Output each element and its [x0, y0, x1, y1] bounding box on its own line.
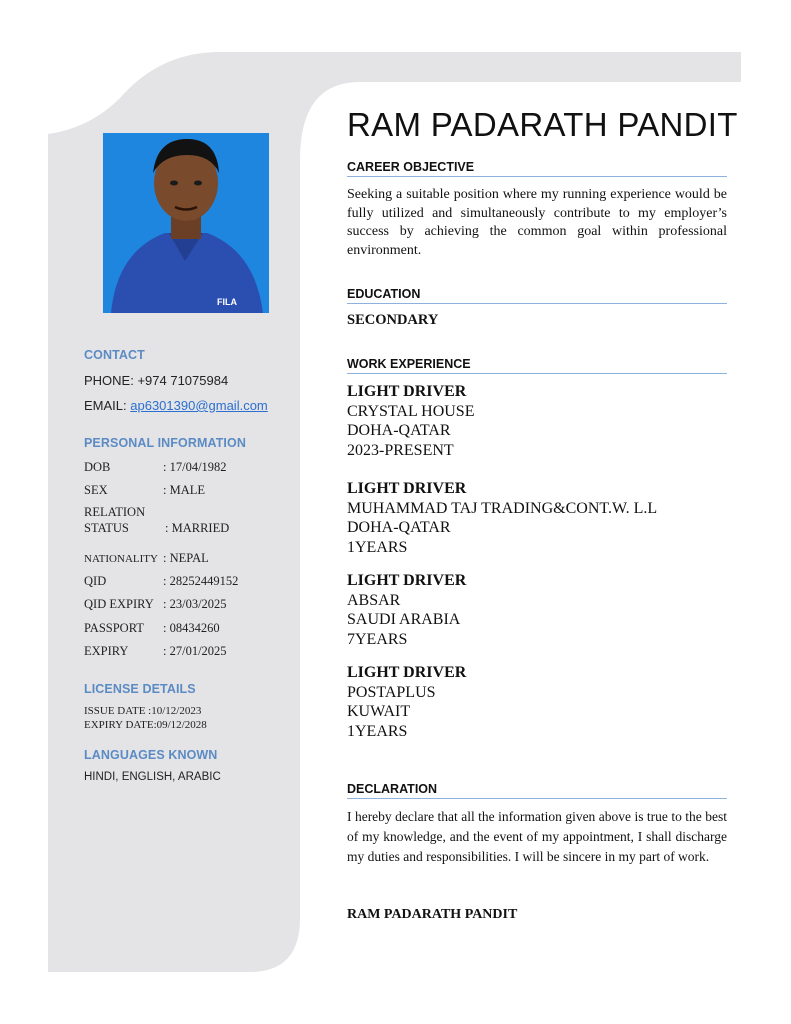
- job-company: MUHAMMAD TAJ TRADING&CONT.W. L.L: [347, 499, 658, 517]
- email-link[interactable]: ap6301390@gmail.com: [130, 398, 268, 413]
- languages-list: HINDI, ENGLISH, ARABIC: [84, 771, 221, 783]
- career-objective-text: Seeking a suitable position where my running experience would be fully utilized and simultaneously contribute to my employer’s success by achieving the common goal within professional environment.: [347, 187, 727, 258]
- relation-label-line1: RELATION: [84, 505, 146, 519]
- job-title: LIGHT DRIVER: [347, 664, 467, 681]
- expiry-value: : 27/01/2025: [163, 644, 227, 658]
- job-title: LIGHT DRIVER: [347, 383, 467, 400]
- job-entry: [347, 479, 657, 557]
- nationality-label: NATIONALITY: [84, 553, 158, 565]
- personal-info-heading: PERSONAL INFORMATION: [84, 436, 246, 450]
- education-heading: EDUCATION: [347, 287, 727, 304]
- relation-label-line2: STATUS: [84, 521, 129, 535]
- qid-value: : 28252449152: [163, 574, 239, 588]
- expiry-label: EXPIRY: [84, 644, 129, 658]
- job-location: DOHA-QATAR: [347, 422, 451, 440]
- job-entry: [347, 382, 474, 460]
- email-row: [84, 398, 314, 413]
- job-title: LIGHT DRIVER: [347, 480, 467, 497]
- dob-label: DOB: [84, 460, 111, 474]
- qid-label: QID: [84, 574, 107, 588]
- nationality-value: : NEPAL: [163, 551, 209, 565]
- qid-expiry-value: : 23/03/2025: [163, 597, 227, 611]
- job-period: 1YEARS: [347, 538, 408, 556]
- work-experience-heading: WORK EXPERIENCE: [347, 357, 727, 374]
- signature-name: RAM PADARATH PANDIT: [347, 907, 518, 922]
- candidate-name: RAM PADARATH PANDIT: [347, 106, 738, 143]
- job-company: CRYSTAL HOUSE: [347, 402, 475, 420]
- job-location: KUWAIT: [347, 703, 411, 721]
- license-heading: LICENSE DETAILS: [84, 682, 196, 696]
- contact-heading: CONTACT: [84, 348, 145, 362]
- phone-text: PHONE: +974 71075984: [84, 373, 229, 388]
- dob-value: : 17/04/1982: [163, 460, 227, 474]
- languages-heading: LANGUAGES KNOWN: [84, 748, 218, 762]
- declaration-text: I hereby declare that all the information given above is true to the best of my knowledge, and the event of my appointment, I shall discharge my duties and responsibilities. I will be sincere in my part of work.: [347, 809, 727, 864]
- license-expiry-date: EXPIRY DATE:09/12/2028: [84, 719, 207, 731]
- sex-label: SEX: [84, 483, 108, 497]
- job-title: LIGHT DRIVER: [347, 572, 467, 589]
- nationality-row: [84, 551, 209, 566]
- career-objective-heading: CAREER OBJECTIVE: [347, 160, 727, 177]
- job-location: SAUDI ARABIA: [347, 611, 461, 629]
- education-level: SECONDARY: [347, 312, 439, 328]
- dob-row: [84, 460, 227, 475]
- qid-expiry-label: QID EXPIRY: [84, 597, 154, 611]
- job-period: 7YEARS: [347, 630, 408, 648]
- passport-row: [84, 621, 220, 636]
- job-entry: [347, 571, 466, 649]
- job-location: DOHA-QATAR: [347, 519, 451, 537]
- job-period: 1YEARS: [347, 722, 408, 740]
- sex-row: [84, 483, 206, 498]
- passport-label: PASSPORT: [84, 621, 144, 635]
- license-issue-date: ISSUE DATE :10/12/2023: [84, 705, 202, 717]
- job-period: 2023-PRESENT: [347, 441, 454, 459]
- job-company: POSTAPLUS: [347, 683, 436, 701]
- relation-value: : MARRIED: [165, 521, 230, 535]
- passport-value: : 08434260: [163, 621, 220, 635]
- sex-value: : MALE: [163, 483, 206, 497]
- qid-row: [84, 574, 239, 589]
- shirt-logo: FILA: [217, 297, 237, 307]
- qid-expiry-row: [84, 597, 227, 612]
- job-entry: [347, 663, 466, 741]
- declaration-heading: DECLARATION: [347, 782, 727, 799]
- profile-photo: [103, 133, 269, 313]
- email-label: EMAIL:: [84, 398, 131, 413]
- job-company: ABSAR: [347, 591, 401, 609]
- relation-row: [84, 521, 230, 536]
- expiry-row: [84, 644, 227, 659]
